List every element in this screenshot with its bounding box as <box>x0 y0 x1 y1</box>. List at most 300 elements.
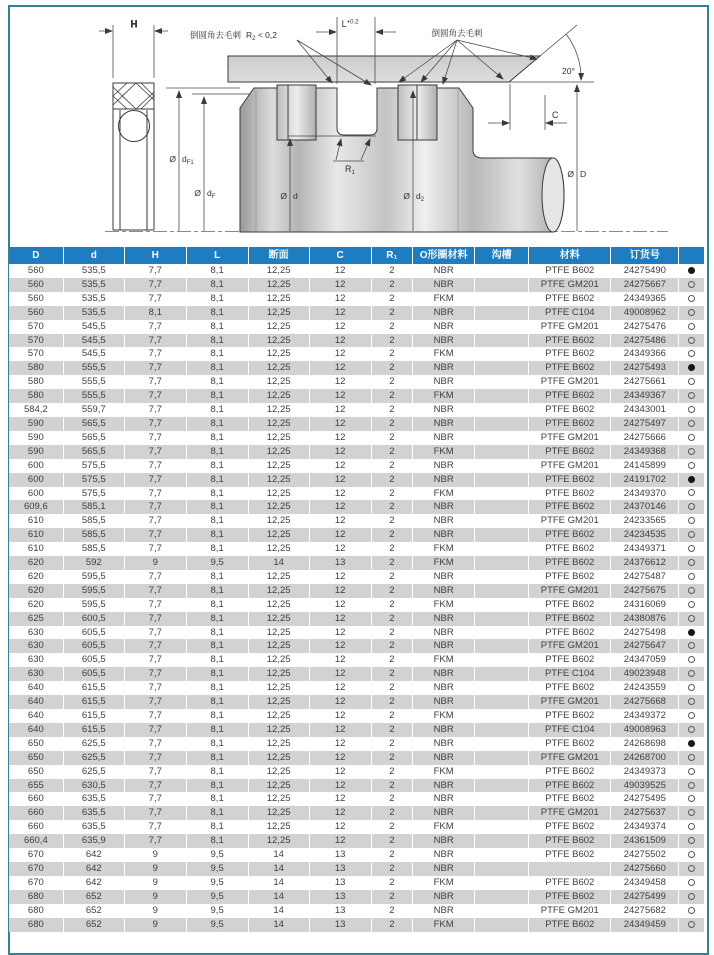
cell: 605,5 <box>63 626 124 640</box>
angle-label: 20° <box>562 66 575 76</box>
cell: 12,25 <box>248 792 309 806</box>
cell: 545,5 <box>63 347 124 361</box>
cell: 8,1 <box>186 473 248 487</box>
cell: 24275661 <box>611 375 679 389</box>
cell: 585,5 <box>63 542 124 556</box>
cell: 9 <box>124 890 186 904</box>
hollow-circle-icon <box>688 823 695 830</box>
hollow-circle-icon <box>688 392 695 399</box>
cell: NBR <box>413 334 475 348</box>
table-row <box>9 500 704 514</box>
cell: 12 <box>309 361 371 375</box>
availability-marker <box>679 347 704 361</box>
cell: 7,7 <box>124 347 186 361</box>
cell: 12 <box>309 264 371 278</box>
cell: PTFE B602 <box>529 403 611 417</box>
hollow-circle-icon <box>688 809 695 816</box>
cell: 2 <box>371 556 413 570</box>
cell: 2 <box>371 904 413 918</box>
cell: 14 <box>248 876 309 890</box>
availability-marker <box>679 445 704 459</box>
cell: 9 <box>124 876 186 890</box>
cell: 2 <box>371 695 413 709</box>
cell: 580 <box>27 390 44 402</box>
dim-label-R1: $R_1$ <box>345 164 355 176</box>
cell: 555,5 <box>63 389 124 403</box>
dim-label-d: d <box>293 191 298 201</box>
availability-marker <box>679 751 704 765</box>
cell: PTFE C104 <box>529 306 611 320</box>
hollow-circle-icon <box>688 768 695 775</box>
cell: NBR <box>413 806 475 820</box>
cell <box>475 820 529 834</box>
table-body <box>9 264 704 932</box>
cell: 12,25 <box>248 806 309 820</box>
cell: PTFE B602 <box>529 612 611 626</box>
cell: 535,5 <box>63 264 124 278</box>
cell: PTFE GM201 <box>529 904 611 918</box>
cell: 24380876 <box>611 612 679 626</box>
cell <box>475 459 529 473</box>
cell: 630 <box>27 654 44 666</box>
cell: 625,5 <box>63 737 124 751</box>
cell: 8,1 <box>186 500 248 514</box>
cell: 660,4 <box>23 835 48 847</box>
cell: NBR <box>413 612 475 626</box>
table-row <box>9 806 704 820</box>
dim-label-L: $L^{+0.2}$ <box>341 19 359 29</box>
cell: PTFE B602 <box>529 792 611 806</box>
filled-circle-icon <box>688 364 695 371</box>
cell: 640 <box>27 682 44 694</box>
hollow-circle-icon <box>688 615 695 622</box>
cell: 2 <box>371 459 413 473</box>
cell: 12 <box>309 653 371 667</box>
cell: PTFE GM201 <box>529 751 611 765</box>
cell: PTFE B602 <box>529 681 611 695</box>
cell: 8,1 <box>186 639 248 653</box>
table-row <box>9 264 704 278</box>
hollow-circle-icon <box>688 851 695 858</box>
cell <box>475 514 529 528</box>
cell <box>529 862 611 876</box>
filled-circle-icon <box>688 629 695 636</box>
cell: 560 <box>27 278 44 290</box>
cell: NBR <box>413 417 475 431</box>
cell: 2 <box>371 473 413 487</box>
cell: 8,1 <box>186 681 248 695</box>
cell: NBR <box>413 904 475 918</box>
hollow-circle-icon <box>688 420 695 427</box>
cell: 12 <box>309 375 371 389</box>
cell: 7,7 <box>124 570 186 584</box>
table-row <box>9 292 704 306</box>
cell: 12 <box>309 765 371 779</box>
cell: NBR <box>413 639 475 653</box>
cell: 8,1 <box>186 765 248 779</box>
availability-marker <box>679 848 704 862</box>
cell: 2 <box>371 375 413 389</box>
cell: 8,1 <box>186 709 248 723</box>
availability-marker <box>679 792 704 806</box>
cell: 9,5 <box>186 862 248 876</box>
cell: 2 <box>371 598 413 612</box>
cell: 2 <box>371 347 413 361</box>
cell: 8,1 <box>186 792 248 806</box>
hollow-circle-icon <box>688 907 695 914</box>
technical-drawing <box>0 0 714 246</box>
cell: PTFE B602 <box>529 389 611 403</box>
cell <box>475 890 529 904</box>
cell: 12,25 <box>248 667 309 681</box>
column-header-1: d <box>63 247 124 264</box>
cell: 670 <box>27 849 44 861</box>
cell: 9 <box>124 848 186 862</box>
hollow-circle-icon <box>688 545 695 552</box>
cell: 12,25 <box>248 459 309 473</box>
cell: 2 <box>371 862 413 876</box>
cell <box>475 334 529 348</box>
cell: 630 <box>27 640 44 652</box>
cell: 8,1 <box>186 459 248 473</box>
cell: FKM <box>413 389 475 403</box>
cell: 12 <box>309 334 371 348</box>
hollow-circle-icon <box>688 893 695 900</box>
cell: 8,1 <box>186 292 248 306</box>
hollow-circle-icon <box>688 309 695 316</box>
cell: 2 <box>371 806 413 820</box>
cell: FKM <box>413 542 475 556</box>
table-row <box>9 514 704 528</box>
table-row <box>9 542 704 556</box>
hollow-circle-icon <box>688 337 695 344</box>
cell <box>475 347 529 361</box>
cell: 2 <box>371 834 413 848</box>
cell: 8,1 <box>186 361 248 375</box>
cell: PTFE GM201 <box>529 514 611 528</box>
cell: PTFE B602 <box>529 570 611 584</box>
dimension-table-container <box>9 247 704 932</box>
cell: 609,6 <box>23 501 48 513</box>
cell <box>475 556 529 570</box>
cell: 49008963 <box>611 723 679 737</box>
availability-marker <box>679 918 704 932</box>
cell: 12,25 <box>248 375 309 389</box>
cell: 615,5 <box>63 681 124 695</box>
cell: 12,25 <box>248 639 309 653</box>
hollow-circle-icon <box>688 531 695 538</box>
cell: 24349367 <box>611 389 679 403</box>
cell: 12 <box>309 681 371 695</box>
shaft-end-face <box>542 158 564 232</box>
cell: 615,5 <box>63 695 124 709</box>
dim-label-dF: $d_F$ <box>207 188 216 200</box>
hollow-circle-icon <box>688 879 695 886</box>
cell: 8,1 <box>186 375 248 389</box>
cell: 575,5 <box>63 459 124 473</box>
cell: FKM <box>413 445 475 459</box>
table-row <box>9 737 704 751</box>
seal-ring-1 <box>277 85 316 140</box>
cell: 12,25 <box>248 779 309 793</box>
cell: 652 <box>63 918 124 932</box>
cell: 7,7 <box>124 417 186 431</box>
hollow-circle-icon <box>688 656 695 663</box>
cell: 620 <box>27 598 44 610</box>
cell: FKM <box>413 918 475 932</box>
cell: 2 <box>371 626 413 640</box>
cell: 8,1 <box>186 584 248 598</box>
cell: NBR <box>413 848 475 862</box>
cell: 12 <box>309 473 371 487</box>
cell: 12 <box>309 292 371 306</box>
availability-marker <box>679 667 704 681</box>
cell: 7,7 <box>124 361 186 375</box>
availability-marker <box>679 890 704 904</box>
hollow-circle-icon <box>688 295 695 302</box>
cell: 24275493 <box>611 361 679 375</box>
cell: 12 <box>309 306 371 320</box>
cell: 12,25 <box>248 751 309 765</box>
cell: 24275668 <box>611 695 679 709</box>
cell: 680 <box>27 890 44 902</box>
cell: 12 <box>309 806 371 820</box>
cell: PTFE B602 <box>529 653 611 667</box>
cell: 560 <box>27 292 44 304</box>
table-row <box>9 890 704 904</box>
cell: PTFE B602 <box>529 598 611 612</box>
cell: 9,5 <box>186 918 248 932</box>
hollow-circle-icon <box>688 754 695 761</box>
cell: 535,5 <box>63 306 124 320</box>
table-row <box>9 473 704 487</box>
cell: 2 <box>371 487 413 501</box>
cell: 590 <box>27 445 44 457</box>
cell: FKM <box>413 556 475 570</box>
cell: 7,7 <box>124 445 186 459</box>
cell: NBR <box>413 459 475 473</box>
cell: 9,5 <box>186 556 248 570</box>
availability-marker <box>679 639 704 653</box>
cell: 12 <box>309 278 371 292</box>
table-row <box>9 417 704 431</box>
column-header-11 <box>679 247 704 264</box>
column-header-2: H <box>124 247 186 264</box>
cell: 8,1 <box>186 598 248 612</box>
cell: 14 <box>248 890 309 904</box>
cell <box>475 653 529 667</box>
cell: 24234535 <box>611 528 679 542</box>
table-row <box>9 320 704 334</box>
cell: 8,1 <box>186 528 248 542</box>
availability-marker <box>679 653 704 667</box>
availability-marker <box>679 320 704 334</box>
cell <box>475 375 529 389</box>
cell: 2 <box>371 737 413 751</box>
cell: 2 <box>371 500 413 514</box>
hollow-circle-icon <box>688 517 695 524</box>
cell <box>475 751 529 765</box>
availability-marker <box>679 709 704 723</box>
hollow-circle-icon <box>688 795 695 802</box>
cell: 545,5 <box>63 334 124 348</box>
cell: 8,1 <box>186 695 248 709</box>
cell: 12 <box>309 820 371 834</box>
cylinder-bore-bar <box>228 56 540 82</box>
cell: 12 <box>309 570 371 584</box>
cell: NBR <box>413 667 475 681</box>
dim-C-ext <box>510 84 545 130</box>
cell: 7,7 <box>124 626 186 640</box>
hollow-circle-icon <box>688 921 695 928</box>
cell: 12,25 <box>248 834 309 848</box>
cell: PTFE B602 <box>529 709 611 723</box>
cell: 580 <box>27 362 44 374</box>
dim-label-D: D <box>580 169 587 179</box>
cell: 12 <box>309 737 371 751</box>
cell: 559,7 <box>63 403 124 417</box>
cell: NBR <box>413 792 475 806</box>
cell: 642 <box>63 876 124 890</box>
availability-marker <box>679 417 704 431</box>
cell: 565,5 <box>63 417 124 431</box>
cell: 7,7 <box>124 487 186 501</box>
hollow-circle-icon <box>688 698 695 705</box>
cell: 605,5 <box>63 639 124 653</box>
cell: 590 <box>27 431 44 443</box>
filled-circle-icon <box>688 740 695 747</box>
cell: 24145899 <box>611 459 679 473</box>
cell: 680 <box>27 918 44 930</box>
cell: 642 <box>63 862 124 876</box>
cell: 12,25 <box>248 598 309 612</box>
cell: 24275637 <box>611 806 679 820</box>
cell: NBR <box>413 626 475 640</box>
table-row <box>9 598 704 612</box>
cell: FKM <box>413 347 475 361</box>
cell: 625,5 <box>63 751 124 765</box>
cell: 12 <box>309 792 371 806</box>
cell: 12,25 <box>248 487 309 501</box>
cell: 12,25 <box>248 528 309 542</box>
cell: 2 <box>371 681 413 695</box>
cell: NBR <box>413 528 475 542</box>
table-row <box>9 487 704 501</box>
cell: 7,7 <box>124 765 186 779</box>
cell: 12 <box>309 584 371 598</box>
cell: PTFE B602 <box>529 445 611 459</box>
cell <box>475 792 529 806</box>
cell: 12 <box>309 612 371 626</box>
dia-sign-d: Ø <box>280 191 287 201</box>
cell: 610 <box>27 515 44 527</box>
cell: 655 <box>27 779 44 791</box>
cell: NBR <box>413 320 475 334</box>
cell: 12,25 <box>248 431 309 445</box>
cell: 12,25 <box>248 500 309 514</box>
cell: NBR <box>413 862 475 876</box>
cell: 24275667 <box>611 278 679 292</box>
cell: 650 <box>27 751 44 763</box>
cell: 49023948 <box>611 667 679 681</box>
hollow-circle-icon <box>688 726 695 733</box>
cell <box>475 612 529 626</box>
table-row <box>9 612 704 626</box>
cell: NBR <box>413 570 475 584</box>
cell: 8,1 <box>186 653 248 667</box>
filled-circle-icon <box>688 267 695 274</box>
cell: 12,25 <box>248 681 309 695</box>
cell: 8,1 <box>186 264 248 278</box>
hollow-circle-icon <box>688 559 695 566</box>
cell: 575,5 <box>63 487 124 501</box>
dim-label-C: C <box>552 110 559 120</box>
cell: 8,1 <box>186 570 248 584</box>
cell: PTFE B602 <box>529 848 611 862</box>
cell: NBR <box>413 264 475 278</box>
cell: 8,1 <box>186 820 248 834</box>
cell: 24349366 <box>611 347 679 361</box>
cell: 24349372 <box>611 709 679 723</box>
hollow-circle-icon <box>688 865 695 872</box>
cell: 12,25 <box>248 584 309 598</box>
cell: NBR <box>413 361 475 375</box>
cell: 2 <box>371 278 413 292</box>
cell: 14 <box>248 848 309 862</box>
cell: PTFE GM201 <box>529 375 611 389</box>
cell <box>475 848 529 862</box>
cell: 670 <box>27 876 44 888</box>
cell: PTFE B602 <box>529 487 611 501</box>
cell: 620 <box>27 570 44 582</box>
cell: 8,1 <box>186 667 248 681</box>
cell: 24268700 <box>611 751 679 765</box>
cell: 8,1 <box>186 737 248 751</box>
dia-sign-D: Ø <box>567 169 574 179</box>
cell: 7,7 <box>124 751 186 765</box>
table-row <box>9 820 704 834</box>
cell: 2 <box>371 890 413 904</box>
cell: 12 <box>309 320 371 334</box>
cell: 535,5 <box>63 292 124 306</box>
cell: 660 <box>27 807 44 819</box>
cell: PTFE B602 <box>529 890 611 904</box>
cell: 13 <box>309 904 371 918</box>
cell <box>475 806 529 820</box>
cell <box>475 417 529 431</box>
cell: 9 <box>124 904 186 918</box>
cell: 12 <box>309 626 371 640</box>
cell: 2 <box>371 918 413 932</box>
cell: 24191702 <box>611 473 679 487</box>
cell: 24349365 <box>611 292 679 306</box>
table-row <box>9 403 704 417</box>
cell: PTFE B602 <box>529 765 611 779</box>
table-row <box>9 375 704 389</box>
cell: 565,5 <box>63 431 124 445</box>
cell <box>475 695 529 709</box>
cell: 585,5 <box>63 528 124 542</box>
cell: PTFE B602 <box>529 292 611 306</box>
cell: 12,25 <box>248 765 309 779</box>
column-header-9: 材料 <box>529 247 611 264</box>
cell: 13 <box>309 848 371 862</box>
cell: 2 <box>371 792 413 806</box>
cell: 8,1 <box>186 542 248 556</box>
cell: 2 <box>371 667 413 681</box>
cell: 12,25 <box>248 473 309 487</box>
availability-marker <box>679 737 704 751</box>
